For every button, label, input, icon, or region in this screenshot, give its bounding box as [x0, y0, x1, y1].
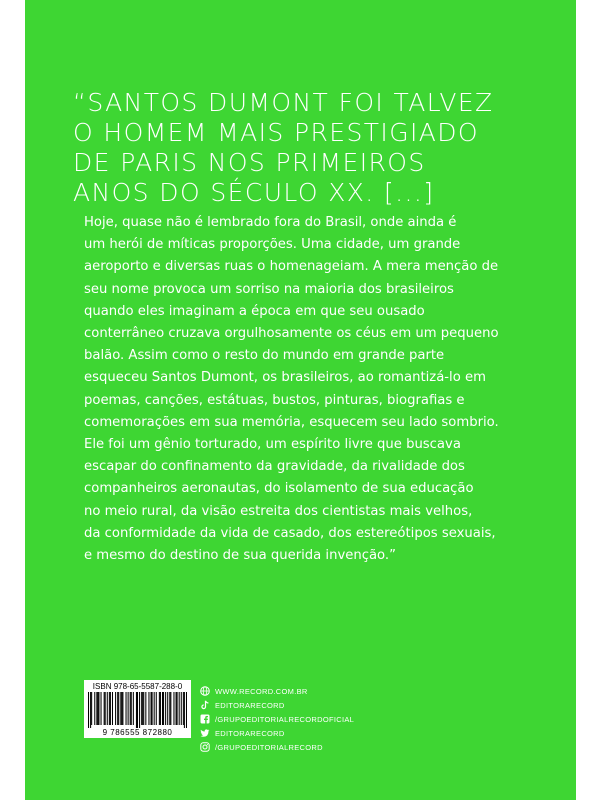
barcode-bar [104, 692, 105, 725]
barcode-bar [98, 692, 99, 725]
barcode-bar [163, 692, 164, 725]
barcode-bar [121, 692, 122, 725]
social-label: EDITORARECORD [215, 700, 285, 710]
barcode-bar [90, 692, 91, 728]
barcode-bar [88, 692, 89, 728]
barcode-bar [159, 692, 160, 725]
body-line: um herói de míticas proporções. Uma cidade, um grande [84, 237, 461, 253]
barcode-bar [139, 692, 140, 728]
barcode-bar [181, 692, 182, 725]
barcode-bar [184, 692, 185, 728]
social-links [200, 684, 400, 754]
barcode-bar [130, 692, 131, 725]
social-item-instagram[interactable] [200, 740, 400, 754]
heading-line: ANOS DO SÉCULO XX. [...] [73, 178, 435, 207]
body-line: quando eles imaginam a época em que seu ousado [84, 303, 425, 319]
barcode-bar [105, 692, 106, 725]
barcode-bar [156, 692, 157, 725]
barcode-bar [169, 692, 170, 725]
barcode-bar [97, 692, 98, 725]
body-line: Hoje, quase não é lembrado fora do Brasil, onde ainda é [84, 215, 457, 230]
barcode-bar [101, 692, 102, 725]
barcode-bar [91, 692, 92, 725]
social-item-twitter[interactable] [200, 726, 400, 740]
barcode-digits: 9 786555 872880 [102, 728, 173, 737]
body-line: conterrâneo cruzava orgulhosamente os céus em um pequeno [84, 326, 499, 342]
twitter-icon [200, 728, 210, 738]
barcode-bar [179, 692, 180, 725]
body-line: e mesmo do destino de sua querida invenção.” [84, 548, 396, 564]
barcode-bar [94, 692, 95, 725]
barcode-bar [160, 692, 161, 725]
barcode-bar [109, 692, 110, 725]
barcode-bar [141, 692, 142, 725]
barcode-bar [186, 692, 187, 728]
social-item-facebook[interactable] [200, 712, 400, 726]
social-label: /GRUPOEDITORIALRECORD [215, 742, 323, 752]
body-line: esqueceu Santos Dumont, os brasileiros, ao romantizá-lo em [84, 370, 486, 386]
body-line: seu nome provoca um sorriso na maioria dos brasileiros [84, 281, 454, 297]
barcode-bar [128, 692, 129, 725]
social-item-tiktok[interactable] [200, 698, 400, 712]
barcode-bar [177, 692, 178, 725]
barcode-bar [117, 692, 118, 725]
barcode-bar [122, 692, 123, 725]
body-line: aeroporto e diversas ruas o homenageiam. A mera menção de [84, 259, 499, 275]
instagram-icon [200, 742, 210, 752]
quote-body [84, 212, 564, 567]
social-label: /GRUPOEDITORIALRECORDOFICIAL [215, 714, 355, 724]
barcode-bar [126, 692, 127, 725]
barcode-bar [173, 692, 174, 725]
barcode-bar [183, 692, 184, 725]
barcode-bar [170, 692, 171, 725]
body-line: da conformidade da vida de casado, dos estereótipos sexuais, [84, 525, 496, 541]
body-line: escapar do confinamento da gravidade, da rivalidade dos [84, 459, 465, 475]
barcode-bar [110, 692, 111, 725]
barcode-bar [165, 692, 166, 725]
facebook-icon [200, 714, 210, 724]
globe-icon [200, 686, 210, 696]
barcode-bar [112, 692, 113, 725]
heading-line: DE PARIS NOS PRIMEIROS [73, 148, 426, 177]
barcode-bar [137, 692, 138, 728]
heading-line: “SANTOS DUMONT FOI TALVEZ [73, 88, 494, 117]
body-line: balão. Assim como o resto do mundo em grande parte [84, 348, 445, 364]
body-line: poemas, canções, estátuas, bustos, pinturas, biografias e [84, 392, 465, 408]
barcode-bar [120, 692, 121, 725]
barcode-bar [176, 692, 177, 725]
barcode-bar [107, 692, 108, 725]
barcode-bar [136, 692, 137, 728]
isbn-number: ISBN 978-65-5587-288-0 [92, 682, 183, 691]
barcode-bar [118, 692, 119, 725]
body-line: companheiros aeronautas, do isolamento de sua educação [84, 481, 474, 497]
heading-line: O HOMEM MAIS PRESTIGIADO [73, 118, 479, 147]
isbn-barcode [84, 680, 191, 738]
body-line: comemorações em sua memória, esquecem seu lado sombrio. [84, 414, 499, 430]
social-item-website[interactable] [200, 684, 400, 698]
barcode-bar [162, 692, 163, 725]
barcode-bar [133, 692, 134, 725]
barcode-bar [96, 692, 97, 725]
barcode-bar [151, 692, 152, 725]
social-label: EDITORARECORD [215, 728, 285, 738]
barcode-bar [115, 692, 116, 725]
barcode-bar [152, 692, 153, 725]
barcode-bar [154, 692, 155, 725]
social-label: WWW.RECORD.COM.BR [215, 686, 308, 696]
barcode-bar [131, 692, 132, 725]
pull-quote-heading [73, 88, 573, 208]
barcode-bar [148, 692, 149, 725]
tiktok-icon [200, 700, 210, 710]
barcode-bar [142, 692, 143, 725]
barcode-bar [167, 692, 168, 725]
barcode-bar [143, 692, 144, 725]
body-line: Ele foi um gênio torturado, um espírito livre que buscava [84, 437, 461, 453]
body-line: no meio rural, da visão estreita dos cientistas mais velhos, [84, 503, 473, 519]
barcode-bar [145, 692, 146, 725]
barcode-bars [88, 692, 187, 728]
